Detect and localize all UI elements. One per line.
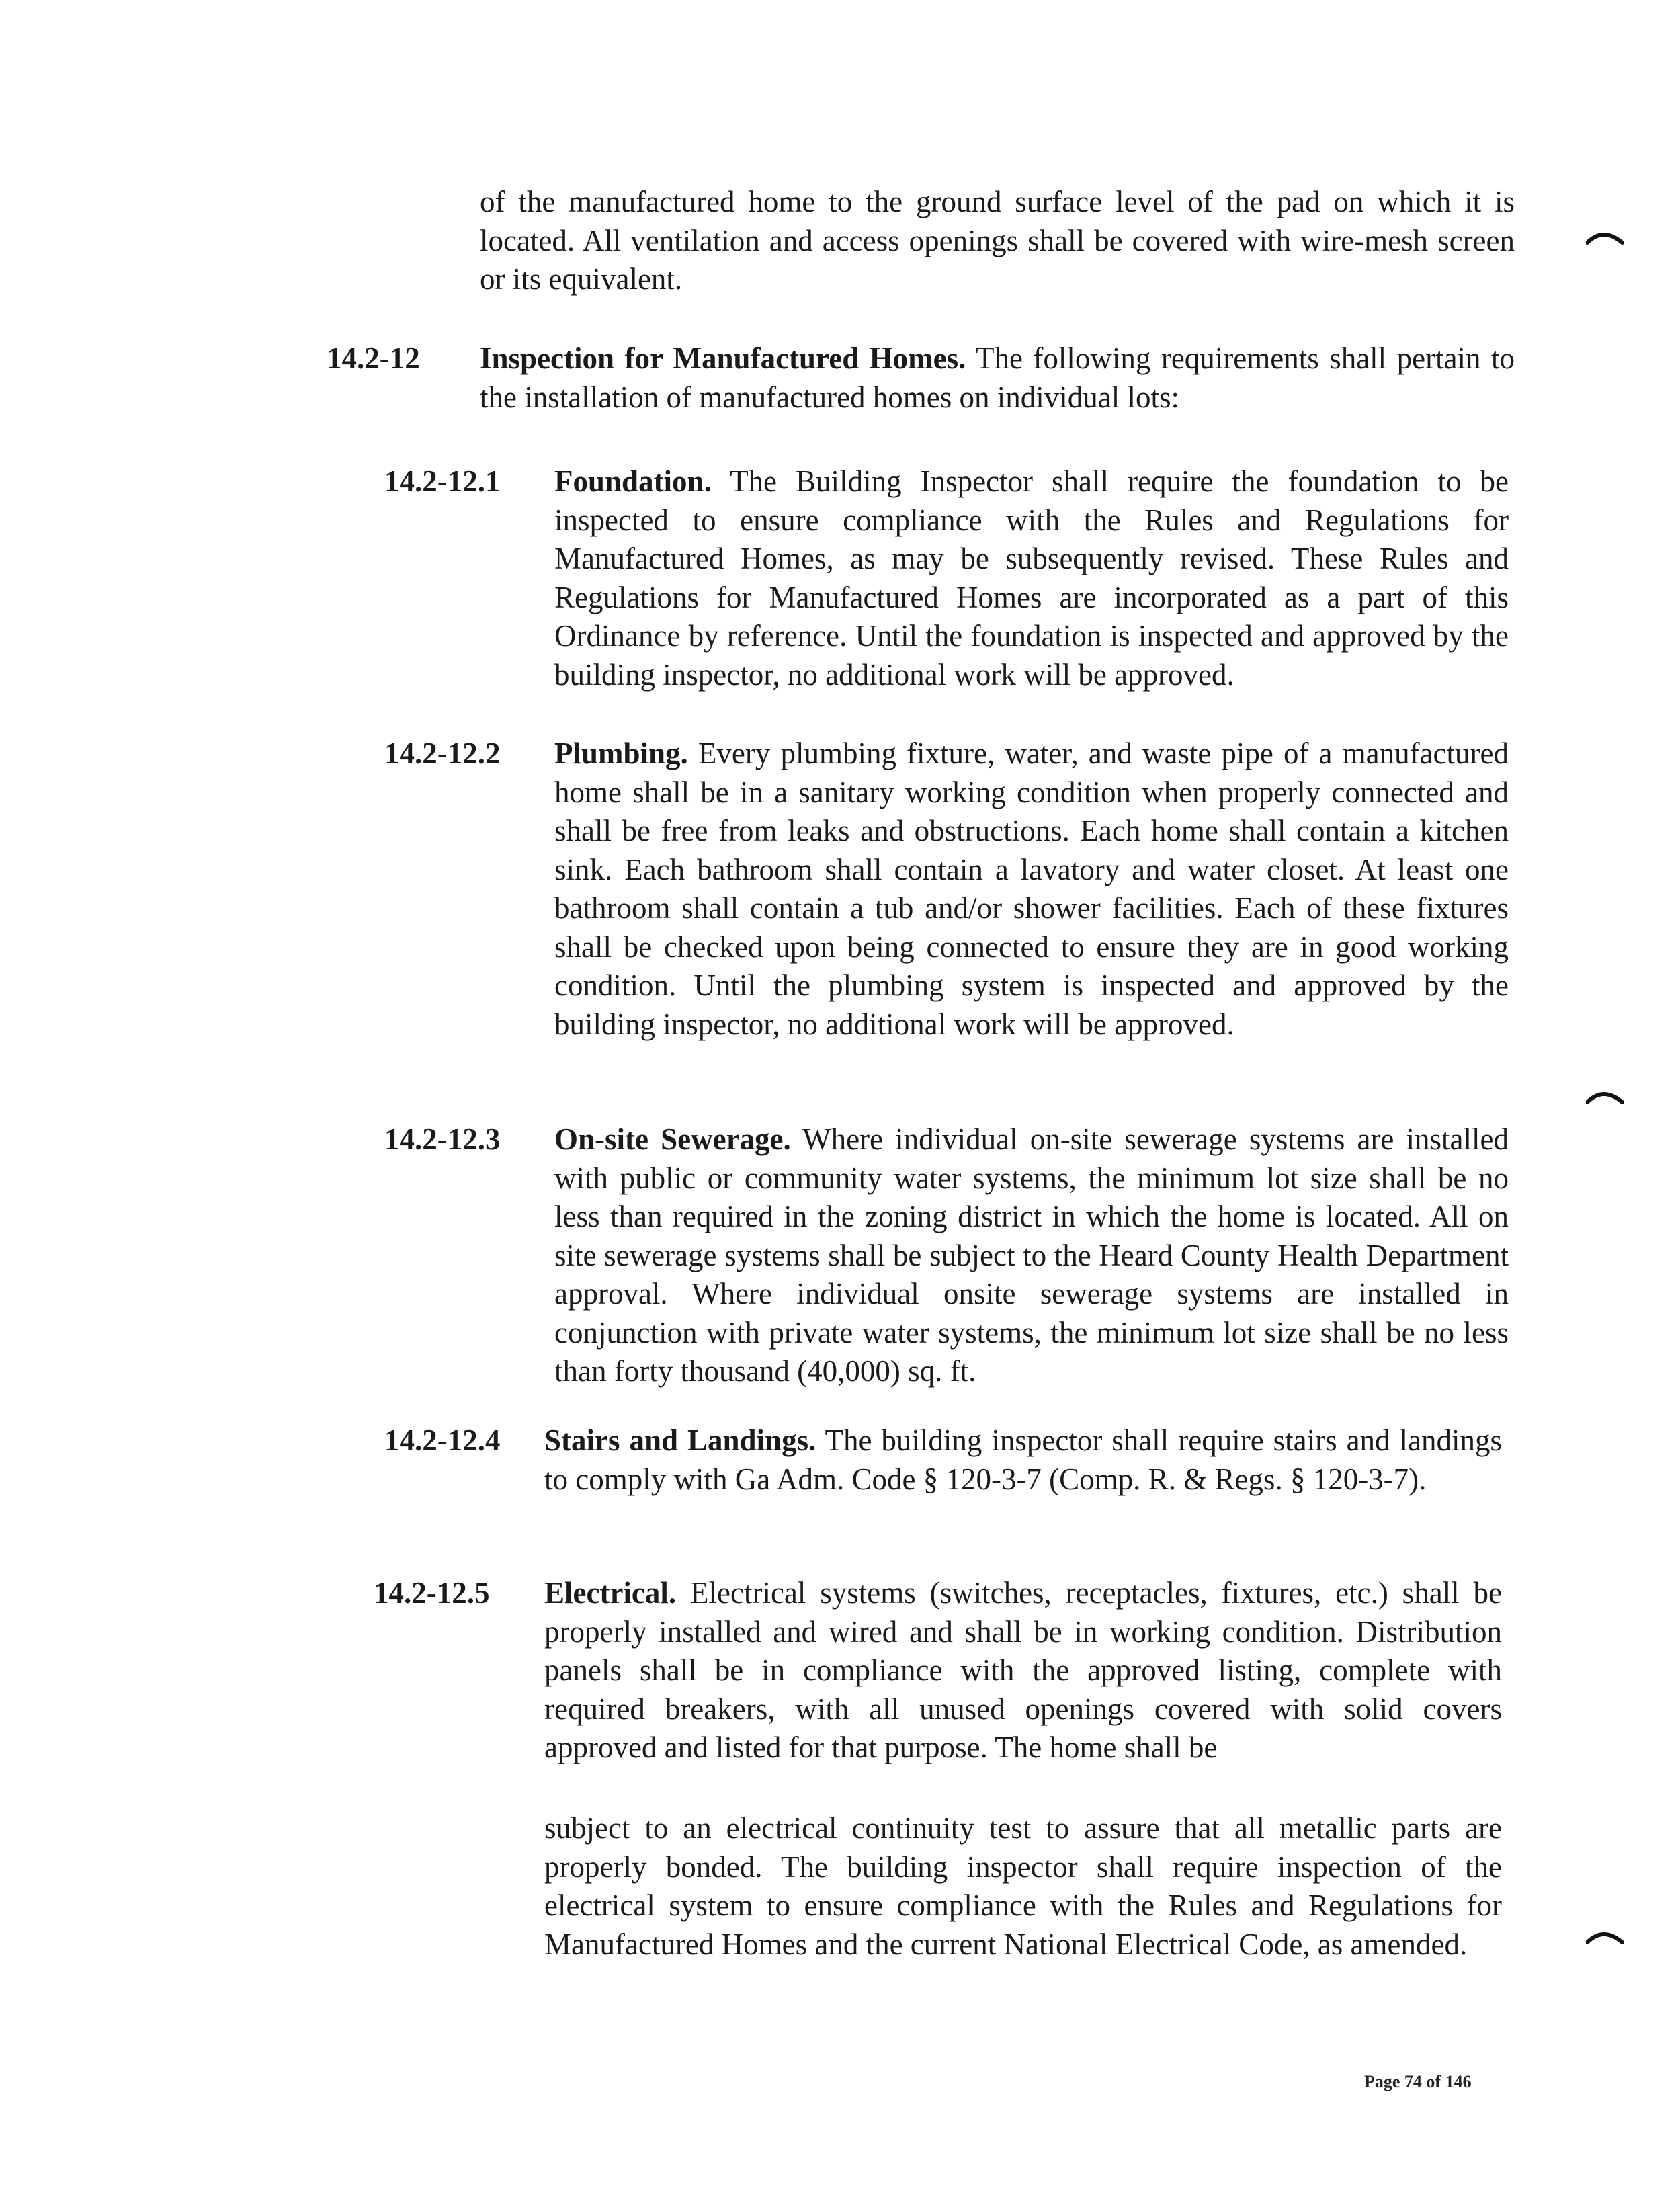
- subsection-text: The Building Inspector shall require the foundation to be inspected to ensure compliance with the Rules and Regulations for Manufactured Homes, as may be subsequently revised. These Rules and Regulations for Manufactured Homes are incorporated as a part of this Ordinance by reference. Until the foundation is inspected and approved by the building inspector, no additional work will be approved.: [554, 464, 1509, 692]
- section-heading: Inspection for Manufactured Homes.: [480, 341, 966, 375]
- subsection-number-sewerage: 14.2-12.3: [384, 1122, 501, 1156]
- subsection-plumbing: [554, 735, 1509, 1044]
- subsection-electrical-continuation: subject to an electrical continuity test to assure that all metallic parts are properly bonded. The building inspector shall require inspection of the electrical system to ensure compliance with the Rules and Regulations for Manufactured Homes and the current National Electrical Code, as amended.: [544, 1811, 1502, 1961]
- subsection-heading: Electrical.: [544, 1576, 677, 1610]
- subsection-foundation: [554, 462, 1509, 694]
- subsection-text: Where individual on-site sewerage systems are installed with public or community water systems, the minimum lot size shall be no less than required in the zoning district in which the home is located. All on site sewerage systems shall be subject to the Heard County Health Department approval. Where individual onsite sewerage systems are installed in conjunction with private water systems, the minimum lot size shall be no less than forty thousand (40,000) sq. ft.: [554, 1122, 1509, 1388]
- subsection-number-plumbing: 14.2-12.2: [384, 737, 501, 770]
- subsection-heading: Foundation.: [554, 464, 712, 498]
- section-number: 14.2-12: [327, 341, 420, 375]
- section-text: The following requirements shall pertain to the installation of manufactured homes on individual lots:: [480, 341, 1515, 414]
- intro-paragraph: of the manufactured home to the ground surface level of the pad on which it is located. All ventilation and access openings shall be covered with wire-mesh screen or its equivalent.: [480, 185, 1515, 296]
- scan-mark-icon: [1586, 1086, 1624, 1105]
- scan-mark-icon: [1586, 1926, 1624, 1945]
- subsection-heading: Stairs and Landings.: [544, 1423, 816, 1457]
- subsection-text: Every plumbing fixture, water, and waste pipe of a manufactured home shall be in a sanitary working condition when properly connected and shall be free from leaks and obstructions. Each home shall contain a kitchen sink. Each bathroom shall contain a lavatory and water closet. At least one bathroom shall contain a tub and/or shower facilities. Each of these fixtures shall be checked upon being connected to ensure they are in good working condition. Until the plumbing system is inspected and approved by the building inspector, no additional work will be approved.: [554, 737, 1509, 1041]
- scan-mark-icon: [1586, 226, 1624, 245]
- section-paragraph: [480, 339, 1515, 417]
- subsection-number-stairs: 14.2-12.4: [384, 1423, 501, 1457]
- subsection-number-foundation: 14.2-12.1: [384, 464, 501, 498]
- subsection-text: Electrical systems (switches, receptacles, fixtures, etc.) shall be properly installed and wired and shall be in working condition. Distribution panels shall be in compliance with the approved listing, complete with required breakers, with all unused openings covered with solid covers approved and listed for that purpose. The home shall be: [544, 1576, 1502, 1764]
- subsection-number-electrical: 14.2-12.5: [374, 1576, 490, 1610]
- subsection-heading: On-site Sewerage.: [554, 1122, 791, 1156]
- subsection-electrical: [544, 1574, 1502, 1768]
- subsection-sewerage: [554, 1120, 1509, 1391]
- page-number: Page 74 of 146: [1364, 2072, 1472, 2091]
- subsection-heading: Plumbing.: [554, 737, 688, 770]
- subsection-text: The building inspector shall require stairs and landings to comply with Ga Adm. Code § 120-3-7 (Comp. R. & Regs. § 120-3-7).: [544, 1423, 1503, 1496]
- subsection-stairs: [544, 1421, 1502, 1499]
